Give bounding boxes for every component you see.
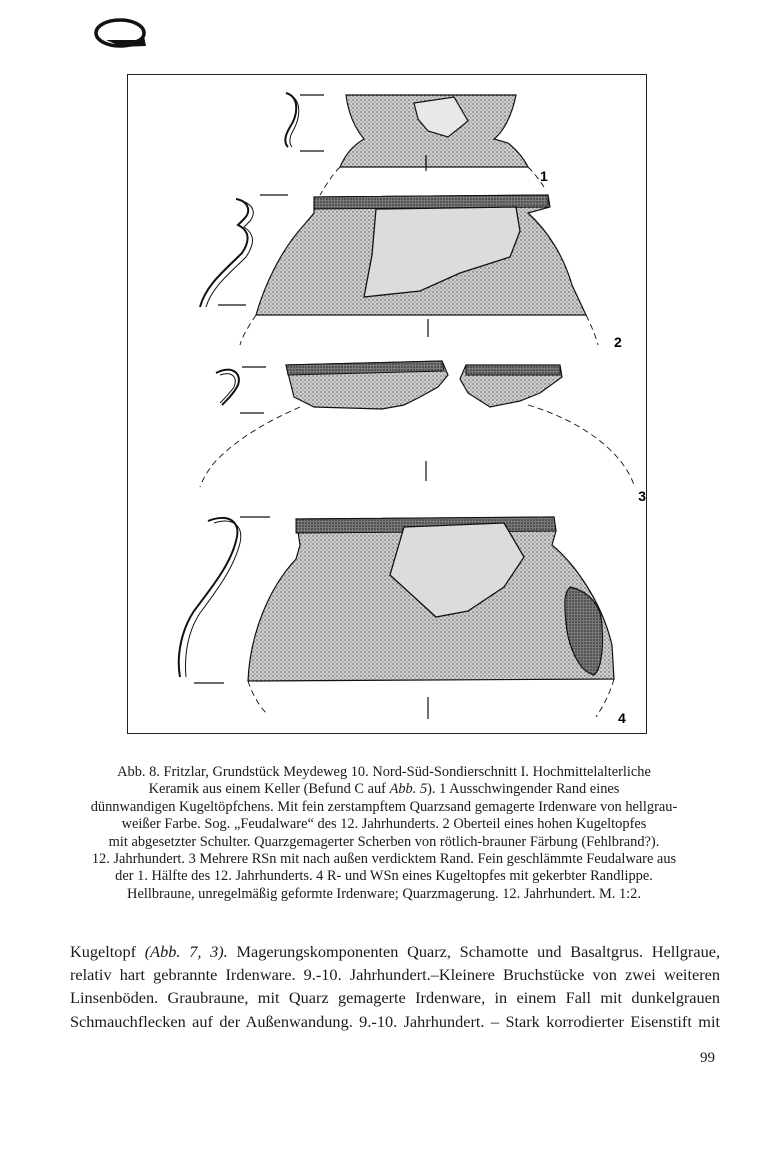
caption-line: Abb. 8. Fritzlar, Grundstück Meydeweg 10. Nord-Süd-Sondierschnitt I. Hochmittelalterliche (117, 764, 651, 780)
caption-line: der 1. Hälfte des 12. Jahrhunderts. 4 R- und WSn eines Kugeltopfes mit gekerbter Randlippe. (115, 868, 653, 885)
caption-line: weißer Farbe. Sog. „Feudalware“ des 12. Jahrhunderts. 2 Oberteil eines hohen Kugeltopfes (121, 816, 647, 833)
figure-label-1: 1 (540, 168, 548, 184)
caption-line (70, 781, 698, 798)
vessel-1-drawing (285, 93, 544, 195)
caption-text: ). 1 Ausschwingender Rand eines (427, 781, 620, 798)
figure-frame (127, 74, 647, 734)
caption-line: Hellbraune, unregelmäßig geformte Irdenware; Quarzmagerung. 12. Jahrhundert. M. 1:2. (127, 885, 641, 902)
caption-line: 12. Jahrhundert. 3 Mehrere RSn mit nach außen verdicktem Rand. Fein geschlämmte Feudalware aus (91, 851, 677, 868)
figure-caption (70, 764, 698, 903)
figure-label-4: 4 (618, 710, 626, 726)
body-line: relativ hart gebrannte Irdenware. 9.-10. Jahrhundert.–Kleinere Bruchstücke von zwei weiteren (70, 965, 720, 985)
publisher-logo (92, 16, 150, 50)
caption-text: Keramik aus einem Keller (Befund C auf (148, 781, 390, 798)
caption-line: mit abgesetzter Schulter. Quarzgemagerter Scherben von rötlich-brauner Färbung (Fehlbrand?). (108, 833, 660, 850)
vessel-4-drawing (179, 517, 614, 719)
pottery-drawings (128, 75, 648, 735)
caption-figure-reference: Abb. 5 (389, 781, 428, 798)
figure-label-2: 2 (614, 334, 622, 350)
body-figure-reference: (Abb. 7, 3). (144, 942, 228, 961)
vessel-2-drawing (200, 195, 598, 345)
vessel-3-drawing (200, 361, 634, 487)
page-number: 99 (700, 1050, 715, 1066)
body-text: Kugeltopf (70, 942, 145, 961)
body-text: Magerungskomponenten Quarz, Schamotte und Basaltgrus. Hellgraue, (227, 942, 721, 961)
body-line: Linsenböden. Graubraune, mit Quarz gemagerte Irdenware, in einem Fall mit dunkelgrauen (70, 988, 720, 1008)
body-paragraph (70, 940, 720, 1033)
figure-label-3: 3 (638, 488, 646, 504)
caption-line: dünnwandigen Kugeltöpfchens. Mit fein zerstampftem Quarzsand gemagerte Irdenware von hellgrau- (90, 798, 678, 815)
body-line (70, 940, 720, 963)
body-line: Schmauchflecken auf der Außenwandung. 9.-10. Jahrhundert. – Stark korrodierter Eisenstift mit (70, 1011, 720, 1031)
